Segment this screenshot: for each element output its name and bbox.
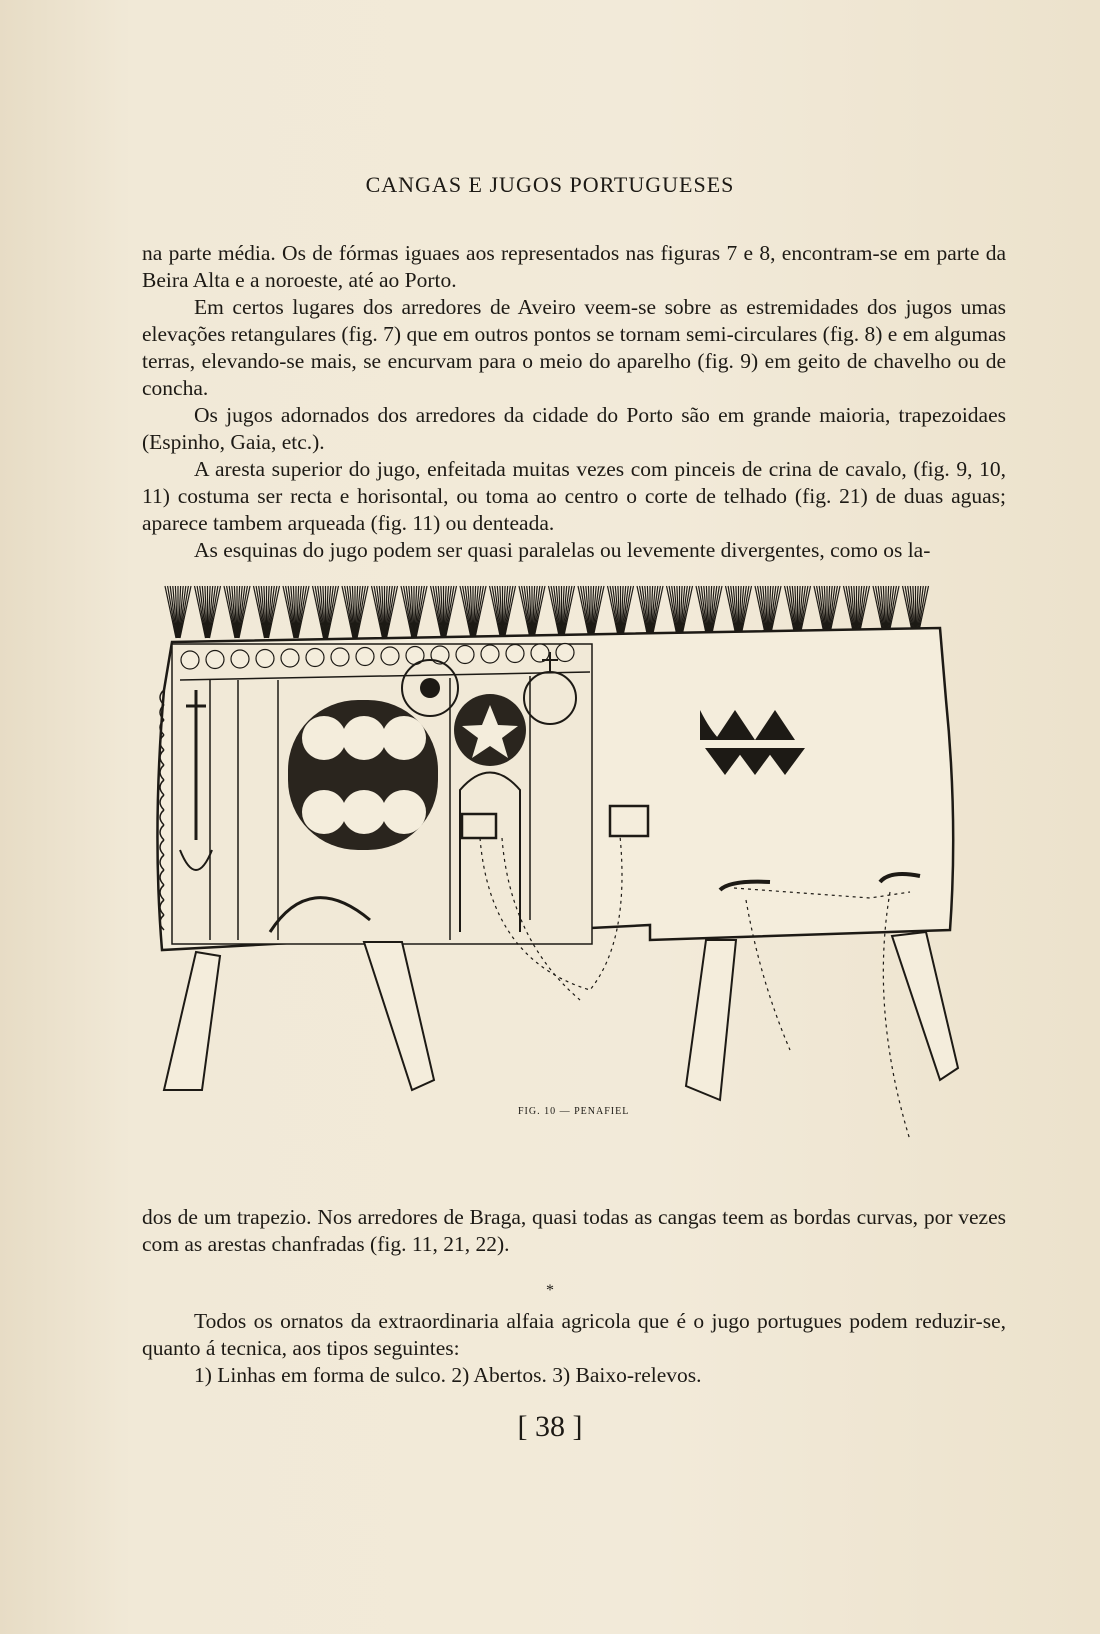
page-number: [ 38 ] <box>517 1410 583 1443</box>
yoke-illustration <box>150 580 1010 1180</box>
section-separator: * <box>546 1282 554 1299</box>
yoke-drawing <box>150 580 1010 1180</box>
text-block-bottom <box>142 1308 1006 1389</box>
paragraph-4: A aresta superior do jugo, enfeitada muitas vezes com pinceis de crina de cavalo, (fig. 9, 10, 11) costuma ser recta e horisontal, ou toma ao centro o corte de telhado (fig. 21) de duas aguas; aparece tambem arqueada (fig. 11) ou denteada. <box>142 457 1006 535</box>
paragraph-bottom: Todos os ornatos da extraordinaria alfaia agricola que é o jugo portugues podem reduzir-se, quanto á tecnica, aos tipos seguintes: <box>142 1309 1006 1360</box>
figure-caption: FIG. 10 — PENAFIEL <box>518 1106 630 1117</box>
paragraph-5: As esquinas do jugo podem ser quasi paralelas ou levemente divergentes, como os la- <box>194 538 931 562</box>
text-block-continued <box>142 1204 1006 1258</box>
running-head: CANGAS E JUGOS PORTUGUESES <box>365 172 735 197</box>
text-block-top <box>142 240 1006 564</box>
paragraph-continued: dos de um trapezio. Nos arredores de Braga, quasi todas as cangas teem as bordas curvas, por vezes com as arestas chanfradas (fig. 11, 21, 22). <box>142 1205 1006 1256</box>
paragraph-1: na parte média. Os de fórmas iguaes aos representados nas figuras 7 e 8, encontram-se em parte da Beira Alta e a noroeste, até ao Porto. <box>142 241 1006 292</box>
list-line: 1) Linhas em forma de sulco. 2) Abertos. 3) Baixo-relevos. <box>194 1363 702 1387</box>
paragraph-3: Os jugos adornados dos arredores da cidade do Porto são em grande maioria, trapezoidaes (Espinho, Gaia, etc.). <box>142 403 1006 454</box>
paragraph-2: Em certos lugares dos arredores de Aveiro veem-se sobre as estremidades dos jugos umas elevações retangulares (fig. 7) que em outros pontos se tornam semi-circulares (fig. 8) e em algumas terras, elevando-se mais, se encurvam para o meio do aparelho (fig. 9) em geito de chavelho ou de concha. <box>142 295 1006 400</box>
